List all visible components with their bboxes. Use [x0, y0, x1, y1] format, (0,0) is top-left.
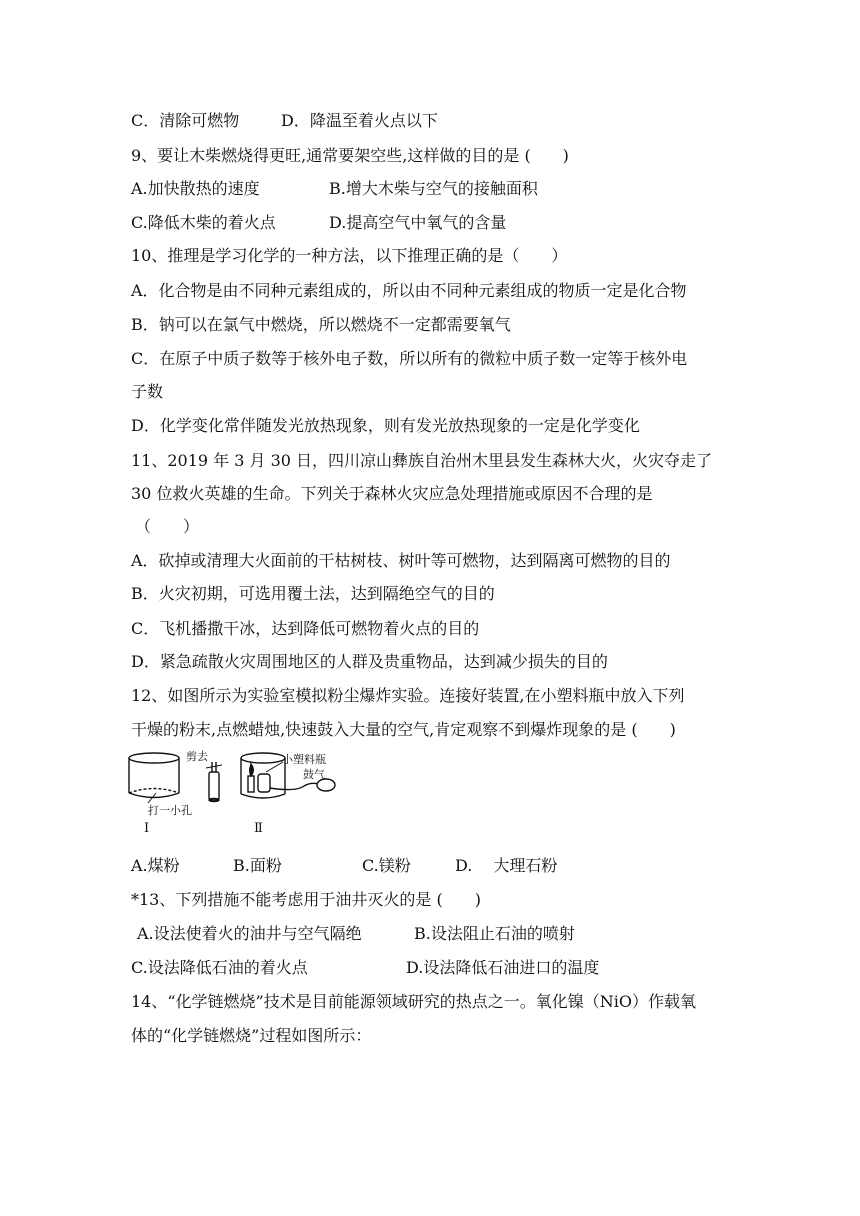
q8-option-d: D．降温至着火点以下	[281, 111, 438, 130]
q11-option-d: D．紧急疏散火灾周围地区的人群及贵重物品，达到减少损失的目的	[131, 652, 608, 671]
q13-option-a: A.设法使着火的油井与空气隔绝	[137, 924, 362, 943]
q12-option-c: C.镁粉	[362, 856, 411, 875]
label-small-plastic-bottle: 小塑料瓶	[282, 753, 326, 766]
small-bottle-cut	[206, 762, 222, 802]
q12-stem-line2: 干燥的粉末,点燃蜡烛,快速鼓入大量的空气,肯定观察不到爆炸现象的是 ( )	[131, 720, 676, 739]
q10-option-d: D．化学变化常伴随发光放热现象，则有发光放热现象的一定是化学变化	[131, 416, 640, 435]
q11-option-a: A．砍掉或清理大火面前的干枯树枝、树叶等可燃物，达到隔离可燃物的目的	[131, 551, 671, 570]
q13-option-c: C.设法降低石油的着火点	[131, 958, 308, 977]
q12-option-b: B.面粉	[233, 856, 282, 875]
q10-option-c-line2: 子数	[131, 382, 164, 401]
label-drill-hole: 打一小孔	[148, 804, 192, 817]
q9-option-a: A.加快散热的速度	[131, 179, 260, 198]
q12-option-d: D. 大理石粉	[455, 856, 558, 875]
q10-stem: 10、推理是学习化学的一种方法，以下推理正确的是（ ）	[131, 246, 568, 265]
q10-option-b: B．钠可以在氯气中燃烧，所以燃烧不一定都需要氧气	[131, 315, 511, 334]
dust-explosion-apparatus-figure	[126, 748, 356, 838]
q8-option-c: C．清除可燃物	[131, 111, 240, 130]
label-blow-air: 鼓气	[303, 768, 325, 781]
q14-stem-line2: 体的“化学链燃烧”过程如图所示：	[131, 1026, 372, 1045]
q14-stem-line1: 14、“化学链燃烧”技术是目前能源领域研究的热点之一。氧化镍（NiO）作载氧	[131, 992, 696, 1011]
q11-option-b: B．火灾初期，可选用覆土法，达到隔绝空气的目的	[131, 584, 495, 603]
q9-option-b: B.增大木柴与空气的接触面积	[329, 179, 538, 198]
label-figure-2: Ⅱ	[254, 821, 263, 836]
q12-option-a: A.煤粉	[131, 856, 180, 875]
q10-option-c-line1: C．在原子中质子数等于核外电子数，所以所有的微粒中质子数一定等于核外电	[131, 349, 688, 368]
q11-option-c: C．飞机播撒干冰，达到降低可燃物着火点的目的	[131, 619, 480, 638]
q11-stem-line2: 30 位救火英雄的生命。下列关于森林火灾应急处理措施或原因不合理的是	[131, 484, 653, 503]
q9-option-c: C.降低木柴的着火点	[131, 213, 276, 232]
q13-option-d: D.设法降低石油进口的温度	[406, 958, 600, 977]
label-cut-off: 剪去	[186, 750, 208, 763]
q13-stem: *13、下列措施不能考虑用于油井灭火的是 ( )	[131, 890, 481, 909]
q10-option-a: A．化合物是由不同种元素组成的，所以由不同种元素组成的物质一定是化合物	[131, 281, 687, 300]
apparatus-1-cylinder	[129, 753, 179, 803]
q11-stem-line3: （ ）	[135, 517, 200, 536]
q12-stem-line1: 12、如图所示为实验室模拟粉尘爆炸实验。连接好装置,在小塑料瓶中放入下列	[131, 686, 685, 705]
q9-stem: 9、要让木柴燃烧得更旺,通常要架空些,这样做的目的是 ( )	[131, 146, 569, 165]
q11-stem-line1: 11、2019 年 3 月 30 日，四川凉山彝族自治州木里县发生森林大火，火灾夺走了	[131, 451, 713, 470]
label-figure-1: I	[144, 821, 150, 836]
q13-option-b: B.设法阻止石油的喷射	[414, 924, 575, 943]
q9-option-d: D.提高空气中氧气的含量	[329, 213, 507, 232]
